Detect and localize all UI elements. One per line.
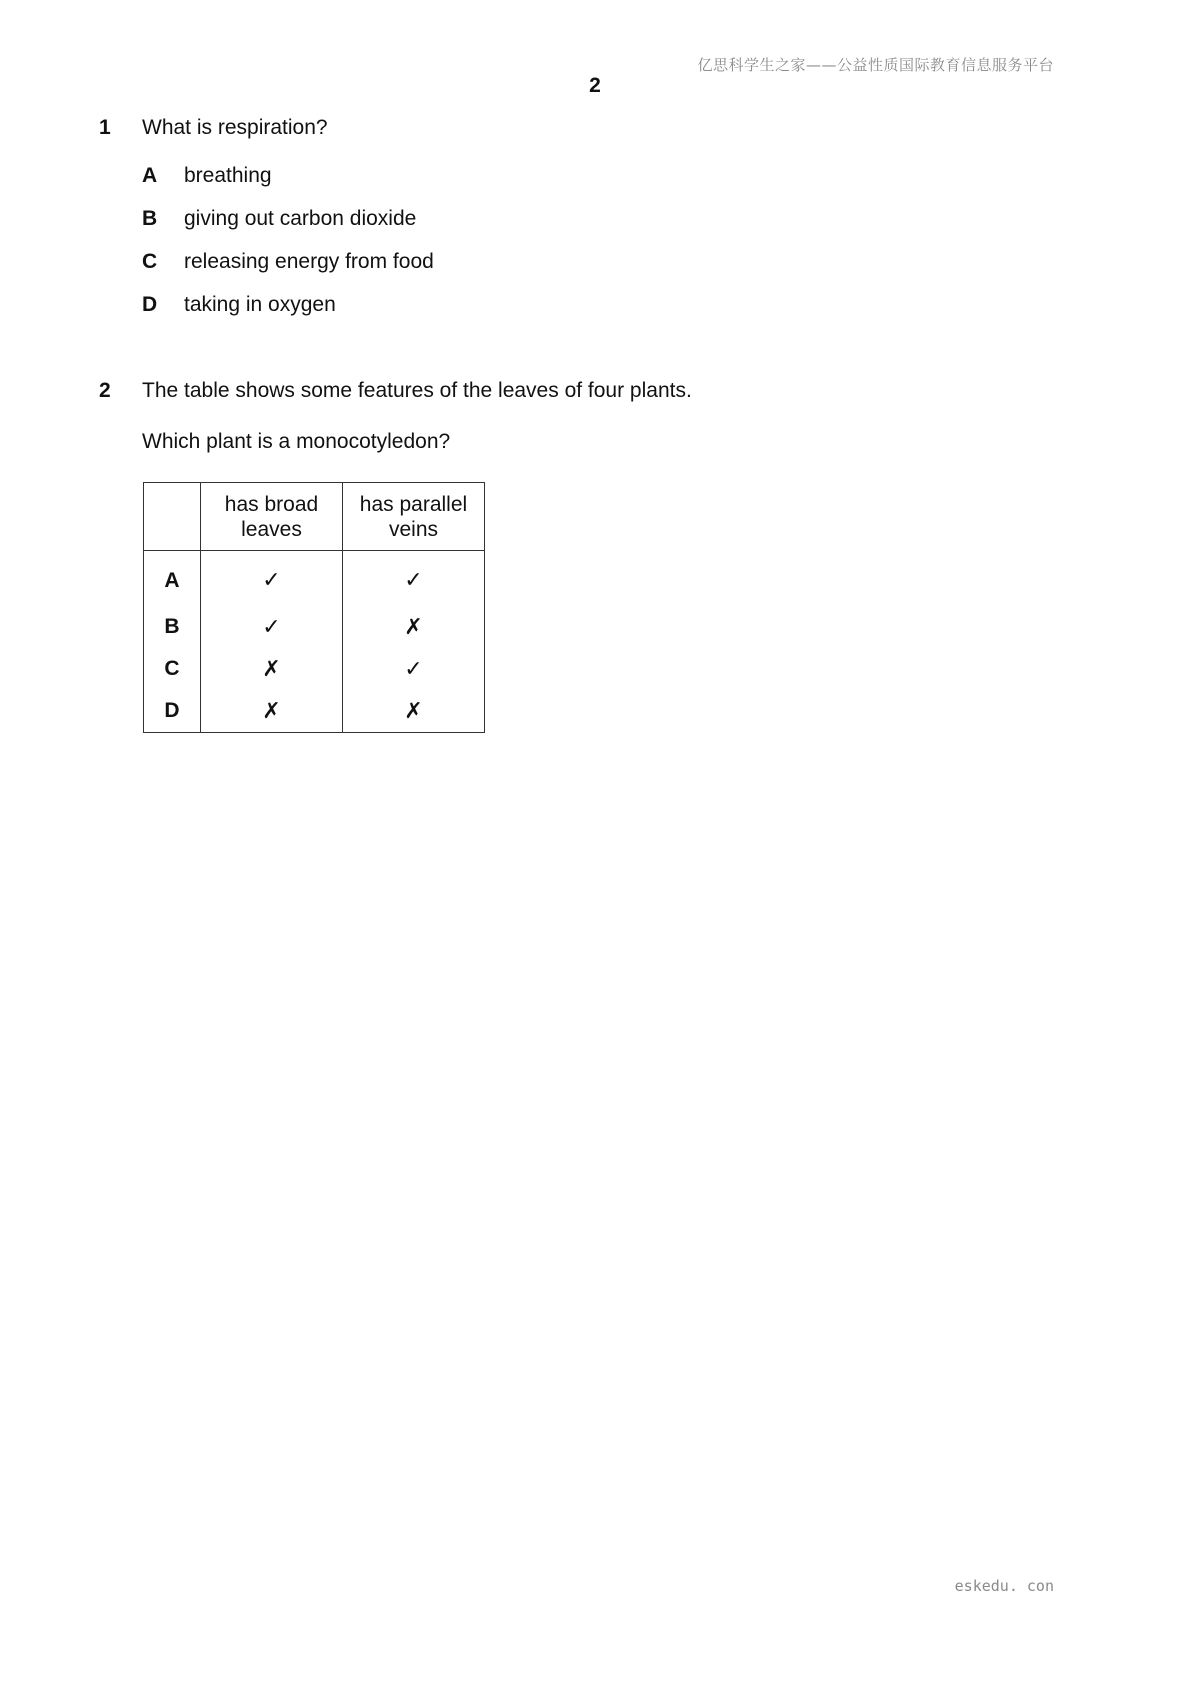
table-row <box>144 690 485 733</box>
option-letter: C <box>142 250 158 273</box>
question-number: 2 <box>99 379 111 402</box>
cross-icon: ✗ <box>343 690 485 733</box>
option-letter: D <box>142 293 158 316</box>
option-text: breathing <box>184 164 272 187</box>
page-number: 2 <box>589 74 601 97</box>
question-text: What is respiration? <box>142 116 328 139</box>
header-text: has parallel veins <box>359 492 468 541</box>
table-row <box>144 551 485 607</box>
option-text: taking in oxygen <box>184 293 336 316</box>
table-header-parallel-veins <box>343 483 485 551</box>
header-watermark: 亿思科学生之家——公益性质国际教育信息服务平台 <box>697 56 1054 74</box>
row-letter: A <box>144 551 201 607</box>
table-header-row <box>144 483 485 551</box>
table-row <box>144 606 485 648</box>
option-text: giving out carbon dioxide <box>184 207 417 230</box>
footer-watermark: eskedu. con <box>954 1577 1054 1595</box>
features-table <box>143 482 485 733</box>
table-header-broad-leaves <box>201 483 343 551</box>
table-row <box>144 648 485 690</box>
table-header-blank <box>144 483 201 551</box>
question-prompt: Which plant is a monocotyledon? <box>142 430 451 453</box>
option-text: releasing energy from food <box>184 250 434 273</box>
cross-icon: ✗ <box>201 648 343 690</box>
check-icon: ✓ <box>343 648 485 690</box>
row-letter: B <box>144 606 201 648</box>
question-text: The table shows some features of the leaves of four plants. <box>142 379 692 402</box>
header-text: has broad leaves <box>224 492 319 541</box>
cross-icon: ✗ <box>343 606 485 648</box>
check-icon: ✓ <box>201 551 343 607</box>
row-letter: C <box>144 648 201 690</box>
cross-icon: ✗ <box>201 690 343 733</box>
option-letter: B <box>142 207 158 230</box>
check-icon: ✓ <box>201 606 343 648</box>
check-icon: ✓ <box>343 551 485 607</box>
question-number: 1 <box>99 116 111 139</box>
row-letter: D <box>144 690 201 733</box>
option-letter: A <box>142 164 158 187</box>
